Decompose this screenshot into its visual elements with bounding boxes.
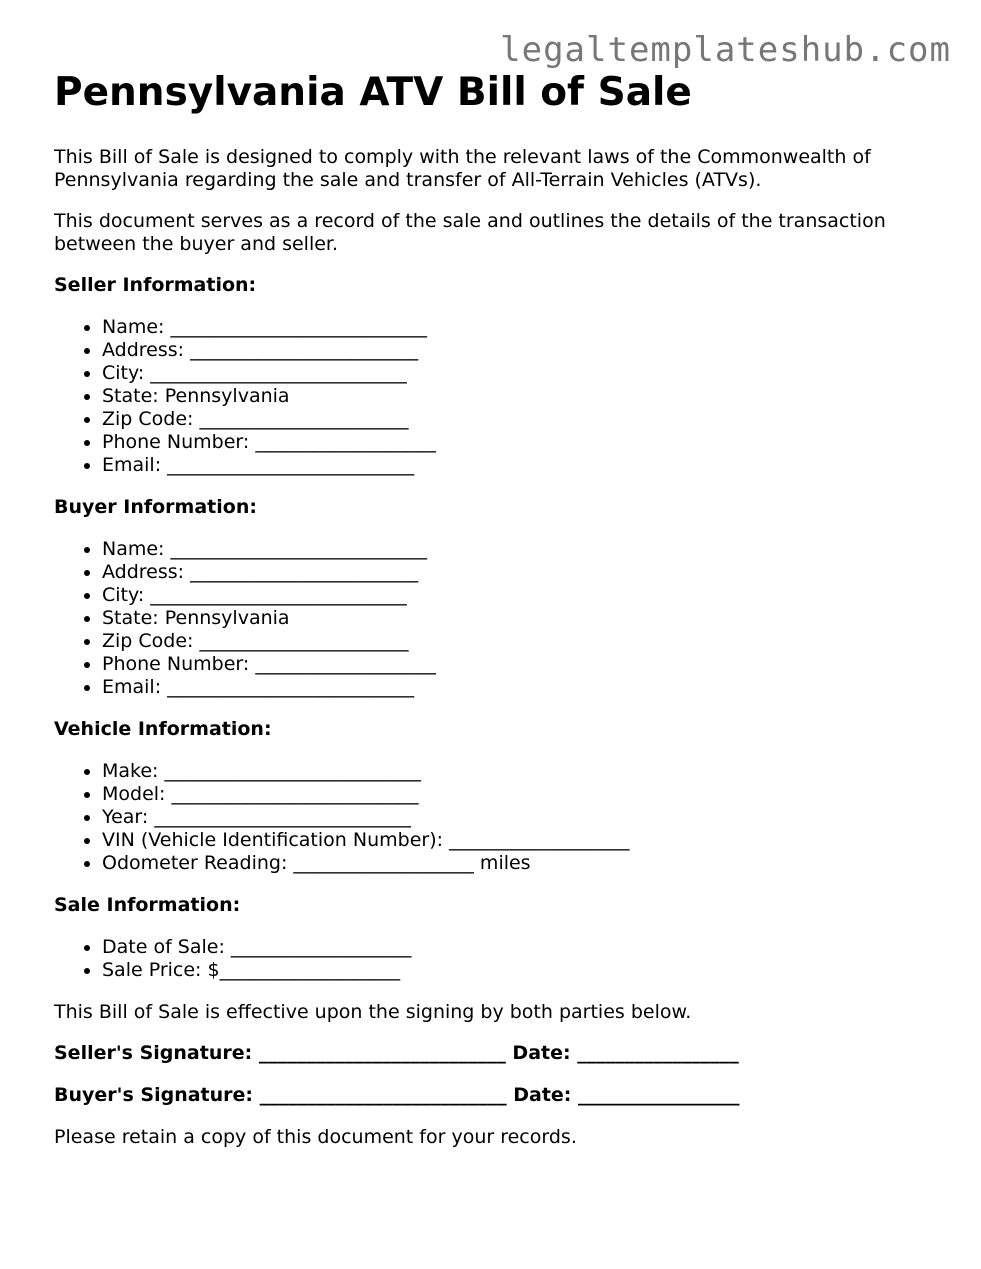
intro-paragraph-1: This Bill of Sale is designed to comply with the relevant laws of the Commonwealth of Pennsylvania regarding the sale and transfer of All-Terrain Vehicles (ATVs).	[54, 146, 871, 191]
buyer-city-field: • City: ___________________________	[102, 584, 944, 607]
vehicle-vin-field: • VIN (Vehicle Identification Number): ___________________	[102, 829, 944, 852]
vehicle-odometer-field: • Odometer Reading: ___________________ miles	[102, 852, 944, 875]
effective-statement: This Bill of Sale is effective upon the signing by both parties below.	[54, 1001, 692, 1023]
vehicle-model-field: • Model: __________________________	[102, 783, 944, 806]
closing-note: Please retain a copy of this document for your records.	[54, 1126, 577, 1148]
buyer-state-field: • State: Pennsylvania	[102, 607, 944, 630]
vehicle-year-field: • Year: ___________________________	[102, 806, 944, 829]
vehicle-info-list	[54, 760, 944, 875]
buyer-signature-line: Buyer's Signature: __________________________ Date: _________________	[54, 1084, 740, 1106]
vehicle-make-field: • Make: ___________________________	[102, 760, 944, 783]
buyer-info-list	[54, 538, 944, 699]
buyer-name-field: • Name: ___________________________	[102, 538, 944, 561]
sale-section-heading: Sale Information:	[54, 894, 241, 916]
seller-info-list	[54, 316, 944, 477]
sale-price-field: • Sale Price: $___________________	[102, 959, 944, 982]
intro-paragraph-2: This document serves as a record of the sale and outlines the details of the transaction between the buyer and seller.	[54, 210, 886, 255]
seller-zip-field: • Zip Code: ______________________	[102, 408, 944, 431]
vehicle-section-heading: Vehicle Information:	[54, 718, 272, 740]
seller-state-field: • State: Pennsylvania	[102, 385, 944, 408]
buyer-zip-field: • Zip Code: ______________________	[102, 630, 944, 653]
seller-section-heading: Seller Information:	[54, 274, 257, 296]
sale-date-field: • Date of Sale: ___________________	[102, 936, 944, 959]
seller-signature-line: Seller's Signature: __________________________ Date: _________________	[54, 1042, 739, 1064]
buyer-address-field: • Address: ________________________	[102, 561, 944, 584]
page-title: Pennsylvania ATV Bill of Sale	[54, 70, 692, 115]
watermark: legaltemplateshub.com	[500, 30, 951, 70]
seller-name-field: • Name: ___________________________	[102, 316, 944, 339]
buyer-section-heading: Buyer Information:	[54, 496, 257, 518]
sale-info-list	[54, 936, 944, 982]
seller-phone-field: • Phone Number: ___________________	[102, 431, 944, 454]
seller-email-field: • Email: __________________________	[102, 454, 944, 477]
seller-address-field: • Address: ________________________	[102, 339, 944, 362]
seller-city-field: • City: ___________________________	[102, 362, 944, 385]
buyer-phone-field: • Phone Number: ___________________	[102, 653, 944, 676]
buyer-email-field: • Email: __________________________	[102, 676, 944, 699]
document-page	[54, 68, 944, 1167]
